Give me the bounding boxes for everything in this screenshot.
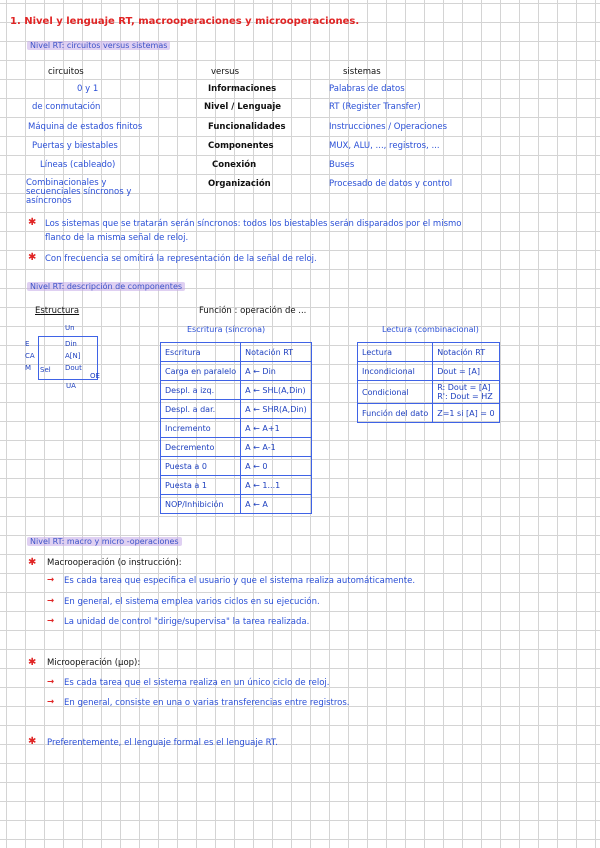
table-row bbox=[161, 343, 312, 362]
col-header-sistemas: sistemas bbox=[343, 67, 381, 77]
page-title: 1. Nivel y lenguaje RT, macrooperaciones y microoperaciones. bbox=[10, 16, 360, 27]
circuitos-cell: Puertas y biestables bbox=[32, 141, 118, 151]
sistemas-cell: RT (Register Transfer) bbox=[329, 102, 421, 112]
register-input-label: Un bbox=[65, 324, 75, 332]
sync-note-line1: Los sistemas que se tratarán serán síncronos: todos los biestables serán disparados por el mismo bbox=[45, 219, 462, 229]
register-name-label: A[N] bbox=[65, 352, 81, 360]
arrow-icon: → bbox=[47, 575, 55, 585]
table-cell: A ← 1...1 bbox=[241, 476, 312, 495]
macro-item: La unidad de control "dirige/supervisa" la tarea realizada. bbox=[64, 617, 310, 627]
sistemas-cell: MUX, ALU, ..., registros, ... bbox=[329, 141, 440, 151]
table-row bbox=[161, 419, 312, 438]
versus-cell: Nivel / Lenguaje bbox=[204, 102, 282, 112]
table-cell: Dout = [A] bbox=[433, 362, 499, 381]
table-cell: A ← A+1 bbox=[241, 419, 312, 438]
table-row bbox=[161, 476, 312, 495]
sistemas-cell: Buses bbox=[329, 160, 355, 170]
table-header-cell: Lectura bbox=[358, 343, 433, 362]
table-row bbox=[161, 400, 312, 419]
table-cell: Carga en paralelo bbox=[161, 362, 241, 381]
versus-cell: Organización bbox=[208, 179, 271, 189]
table-row bbox=[358, 343, 500, 362]
control-ca-label: CA bbox=[25, 352, 35, 360]
control-e-label: E bbox=[25, 340, 30, 348]
table-header-cell: Escritura bbox=[161, 343, 241, 362]
table-cell: Despl. a izq. bbox=[161, 381, 241, 400]
micro-item: Es cada tarea que el sistema realiza en un único ciclo de reloj. bbox=[64, 678, 330, 688]
sistemas-cell: Palabras de datos bbox=[329, 84, 405, 94]
table-cell: A ← Din bbox=[241, 362, 312, 381]
write-operations-table bbox=[160, 342, 312, 514]
sistemas-cell: Procesado de datos y control bbox=[329, 179, 453, 189]
versus-cell: Informaciones bbox=[208, 84, 277, 94]
control-sel-label: Sel bbox=[40, 366, 51, 374]
table-cell: A ← SHR(A,Din) bbox=[241, 400, 312, 419]
section3-heading: Nivel RT: macro y micro -operaciones bbox=[27, 537, 182, 546]
arrow-icon: → bbox=[47, 697, 55, 707]
table-cell: Incremento bbox=[161, 419, 241, 438]
read-operations-table bbox=[357, 342, 500, 423]
table-cell: Puesta a 1 bbox=[161, 476, 241, 495]
table-header-cell: Notación RT bbox=[433, 343, 499, 362]
macro-title: Macrooperación (o instrucción): bbox=[47, 558, 182, 568]
section2-heading: Nivel RT: descripción de componentes bbox=[27, 282, 185, 291]
bullet-icon: ✱ bbox=[28, 657, 37, 668]
table-cell: A ← A-1 bbox=[241, 438, 312, 457]
table-row bbox=[161, 381, 312, 400]
arrow-icon: → bbox=[47, 616, 55, 626]
bullet-icon: ✱ bbox=[28, 252, 37, 263]
table-row bbox=[161, 457, 312, 476]
circuitos-cell: Máquina de estados finitos bbox=[28, 122, 143, 132]
table-cell: A ← 0 bbox=[241, 457, 312, 476]
arrow-icon: → bbox=[47, 596, 55, 606]
versus-cell: Funcionalidades bbox=[208, 122, 286, 132]
table-row bbox=[161, 495, 312, 514]
macro-item: En general, el sistema emplea varios ciclos en su ejecución. bbox=[64, 597, 320, 607]
micro-item: En general, consiste en una o varias transferencias entre registros. bbox=[64, 698, 350, 708]
table-row bbox=[358, 404, 500, 423]
table-cell: A ← SHL(A,Din) bbox=[241, 381, 312, 400]
table-header-cell: Notación RT bbox=[241, 343, 312, 362]
function-label: Función : operación de ... bbox=[199, 306, 307, 316]
structure-label: Estructura bbox=[35, 306, 80, 316]
data-in-label: Din bbox=[65, 340, 77, 348]
circuitos-cell: Líneas (cableado) bbox=[40, 160, 116, 170]
data-out-label: Dout bbox=[65, 364, 82, 372]
bullet-icon: ✱ bbox=[28, 736, 37, 747]
clock-note: Con frecuencia se omitirá la representación de la señal de reloj. bbox=[45, 254, 317, 264]
sistemas-cell: Instrucciones / Operaciones bbox=[329, 122, 448, 132]
table-cell: Incondicional bbox=[358, 362, 433, 381]
table-cell: Condicional bbox=[358, 381, 433, 404]
table-cell: Función del dato bbox=[358, 404, 433, 423]
arrow-icon: → bbox=[47, 677, 55, 687]
table-row bbox=[161, 438, 312, 457]
table-cell: A ← A bbox=[241, 495, 312, 514]
table-cell: Puesta a 0 bbox=[161, 457, 241, 476]
col-header-circuitos: circuitos bbox=[48, 67, 84, 77]
table-cell: Z=1 si [A] = 0 bbox=[433, 404, 499, 423]
table-cell: Decremento bbox=[161, 438, 241, 457]
macro-item: Es cada tarea que especifica el usuario y que el sistema realiza automáticamente. bbox=[64, 576, 416, 586]
table-row bbox=[358, 381, 500, 404]
table-cell: Despl. a dar. bbox=[161, 400, 241, 419]
table-row bbox=[161, 362, 312, 381]
circuitos-cell: Combinacionales y secuenciales síncronos y asíncronos bbox=[26, 178, 132, 206]
output-enable-label: OE bbox=[90, 372, 100, 380]
table-row bbox=[358, 362, 500, 381]
versus-cell: Componentes bbox=[208, 141, 274, 151]
bullet-icon: ✱ bbox=[28, 217, 37, 228]
final-note: Preferentemente, el lenguaje formal es el lenguaje RT. bbox=[47, 738, 278, 748]
table-cell: NOP/Inhibición bbox=[161, 495, 241, 514]
micro-title: Microoperación (μop): bbox=[47, 658, 141, 668]
circuitos-cell: de conmutación bbox=[32, 102, 101, 112]
table-cell: R: Dout = [A] R': Dout = HZ bbox=[433, 381, 499, 404]
sync-note-line2: flanco de la misma señal de reloj. bbox=[45, 233, 189, 243]
write-caption: Escritura (síncrona) bbox=[187, 325, 266, 334]
register-output-label: UA bbox=[66, 382, 76, 390]
read-caption: Lectura (combinacional) bbox=[382, 325, 479, 334]
bullet-icon: ✱ bbox=[28, 557, 37, 568]
circuitos-cell: 0 y 1 bbox=[77, 84, 99, 94]
versus-cell: Conexión bbox=[212, 160, 257, 170]
col-header-versus: versus bbox=[211, 67, 239, 77]
section1-heading: Nivel RT: circuitos versus sistemas bbox=[27, 41, 170, 50]
control-m-label: M bbox=[25, 364, 32, 372]
